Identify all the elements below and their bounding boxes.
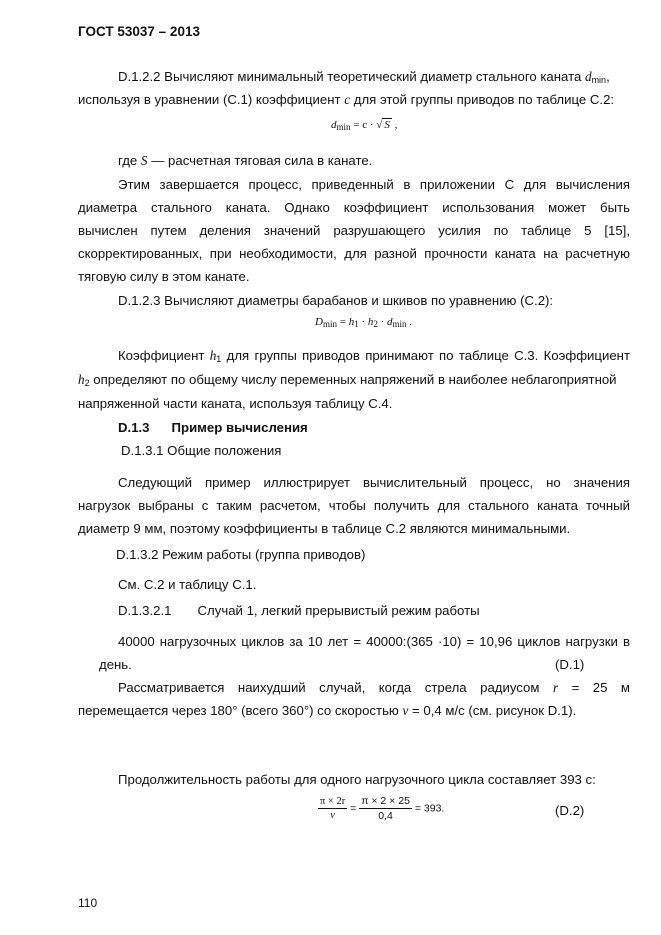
para3-line3: диаметр 9 мм, поэтому коэффициенты в таблице С.2 являются минимальными.: [78, 521, 571, 536]
sub-min: min: [591, 75, 607, 85]
d1-3-2-1-text: Случай 1, легкий прерывистый режим работы: [197, 603, 480, 618]
formula-s: S: [384, 119, 390, 131]
where-word: где: [118, 153, 138, 168]
d1-3-2-1-heading: [118, 603, 480, 619]
para2-b: для группы приводов принимают по таблице С.3. Коэффициент: [226, 348, 630, 363]
formula-tail3: .: [441, 802, 445, 815]
var-d: d: [584, 69, 592, 84]
para2-line3: напряженной части каната, используя таблицу С.4.: [78, 396, 393, 411]
formula-d2-min: min: [392, 319, 407, 329]
page-header-title: ГОСТ 53037 – 2013: [78, 24, 200, 39]
para2-line2: [78, 372, 617, 391]
formula-eq-c: = c ·: [353, 119, 374, 131]
line2-part-b: для этой группы приводов по таблице С.2:: [353, 92, 615, 107]
where-s: [118, 153, 372, 169]
var-h1: h: [209, 348, 217, 363]
formula-result: = 393: [414, 802, 442, 815]
worst-a: Рассматривается наихудший случай, когда стрела радиусом: [118, 680, 540, 695]
var-h1-sub: 1: [216, 354, 222, 364]
formula-eq1: =: [350, 802, 357, 815]
worst-line2: [78, 703, 576, 719]
var-h2-sub: 2: [84, 378, 90, 388]
d1-3-2-heading: D.1.3.2 Режим работы (группа приводов): [116, 547, 366, 562]
page-number: 110: [78, 896, 98, 910]
para1-line2: диаметра стального каната. Однако коэффициент использования может быть: [78, 200, 630, 215]
para3-line1: Следующий пример иллюстрирует вычислительный процесс, но значения: [118, 475, 630, 490]
d1-2-3-line: D.1.2.3 Вычисляют диаметры барабанов и шкивов по уравнению (С.2):: [118, 293, 554, 308]
line2-part-a: используя в уравнении (С.1) коэффициент: [78, 92, 341, 107]
para2-c: определяют по общему числу переменных напряжений в наиболее неблагоприятной: [93, 372, 617, 387]
formula-h2: h: [367, 316, 374, 328]
formula-dot2: ·: [377, 316, 388, 328]
formula-min: min: [336, 122, 351, 132]
formula-tail: ,: [391, 119, 398, 131]
formula-h1-sub: 1: [354, 319, 359, 329]
var-c: c: [344, 92, 351, 107]
cycles-line1: 40000 нагрузочных циклов за 10 лет = 40000:(365 ·10) = 10,96 циклов нагрузки в: [118, 634, 630, 649]
para2-line1: [118, 348, 630, 367]
formula-h2-sub: 2: [373, 319, 378, 329]
var-h2: h: [78, 372, 85, 387]
var-r: r: [552, 680, 559, 695]
where-text: — расчетная тяговая сила в канате.: [151, 153, 373, 168]
d1-3-2-1-number: D.1.3.2.1: [118, 603, 172, 618]
fraction-2: [359, 795, 412, 822]
var-v: v: [402, 703, 409, 718]
equation-number-d2: (D.2): [555, 803, 585, 818]
worst-b: = 25 м: [571, 680, 631, 695]
worst-c: перемещается через 180° (всего 360°) со скоростью: [78, 703, 399, 718]
d1-2-2-line1: [118, 69, 610, 88]
duration-line: Продолжительность работы для одного нагрузочного цикла составляет 393 с:: [118, 772, 596, 787]
formula-D: D: [315, 316, 323, 328]
formula-dot1: ·: [358, 316, 368, 328]
para1-line1: Этим завершается процесс, приведенный в приложении С для вычисления: [118, 177, 630, 192]
formula-dmin: [331, 119, 397, 132]
para1-line3: вычислен путем деления значений разрушающего усилия по таблице 5 [15],: [78, 223, 630, 238]
d1-2-2-line2: [78, 92, 614, 108]
worst-d: = 0,4 м/с (см. рисунок D.1).: [412, 703, 577, 718]
fraction-1-num: π × 2r: [320, 796, 346, 807]
formula-tail2: .: [406, 316, 413, 328]
formula-h1: h: [348, 316, 355, 328]
fraction-2-den: 0,4: [378, 810, 393, 822]
d1-3-heading: [118, 420, 308, 436]
var-s: S: [140, 153, 148, 168]
fraction-1: [318, 796, 347, 821]
para2-a: Коэффициент: [118, 348, 205, 363]
d1-3-1-heading: D.1.3.1 Общие положения: [121, 443, 282, 458]
see-reference: См. С.2 и таблицу С.1.: [118, 577, 257, 592]
sqrt-icon: √: [376, 119, 383, 131]
worst-line1: [118, 680, 630, 696]
para1-line5: тяговую силу в этом канате.: [78, 269, 250, 284]
formula-d: d: [331, 119, 337, 131]
formula-duration: [318, 795, 444, 822]
d1-2-2-text: D.1.2.2 Вычисляют минимальный теоретический диаметр стального каната: [118, 69, 582, 84]
fraction-2-num: π × 2 × 25: [361, 795, 410, 807]
formula-eq: =: [336, 316, 349, 328]
formula-Dmin: [315, 316, 412, 329]
d1-3-number: D.1.3: [118, 420, 150, 435]
para1-line4: скорректированных, при необходимости, для разной прочности каната на расчетную: [78, 246, 630, 261]
equation-number-d1: (D.1): [555, 657, 585, 672]
fraction-1-den: v: [330, 810, 335, 821]
formula-d2: d: [387, 316, 393, 328]
d1-3-title: Пример вычисления: [171, 420, 308, 435]
formula-D-min: min: [322, 319, 337, 329]
comma: ,: [606, 69, 610, 84]
cycles-line2: день.: [99, 657, 132, 672]
para3-line2: нагрузок выбраны с таким расчетом, чтобы получить для стального каната точный: [78, 498, 630, 513]
